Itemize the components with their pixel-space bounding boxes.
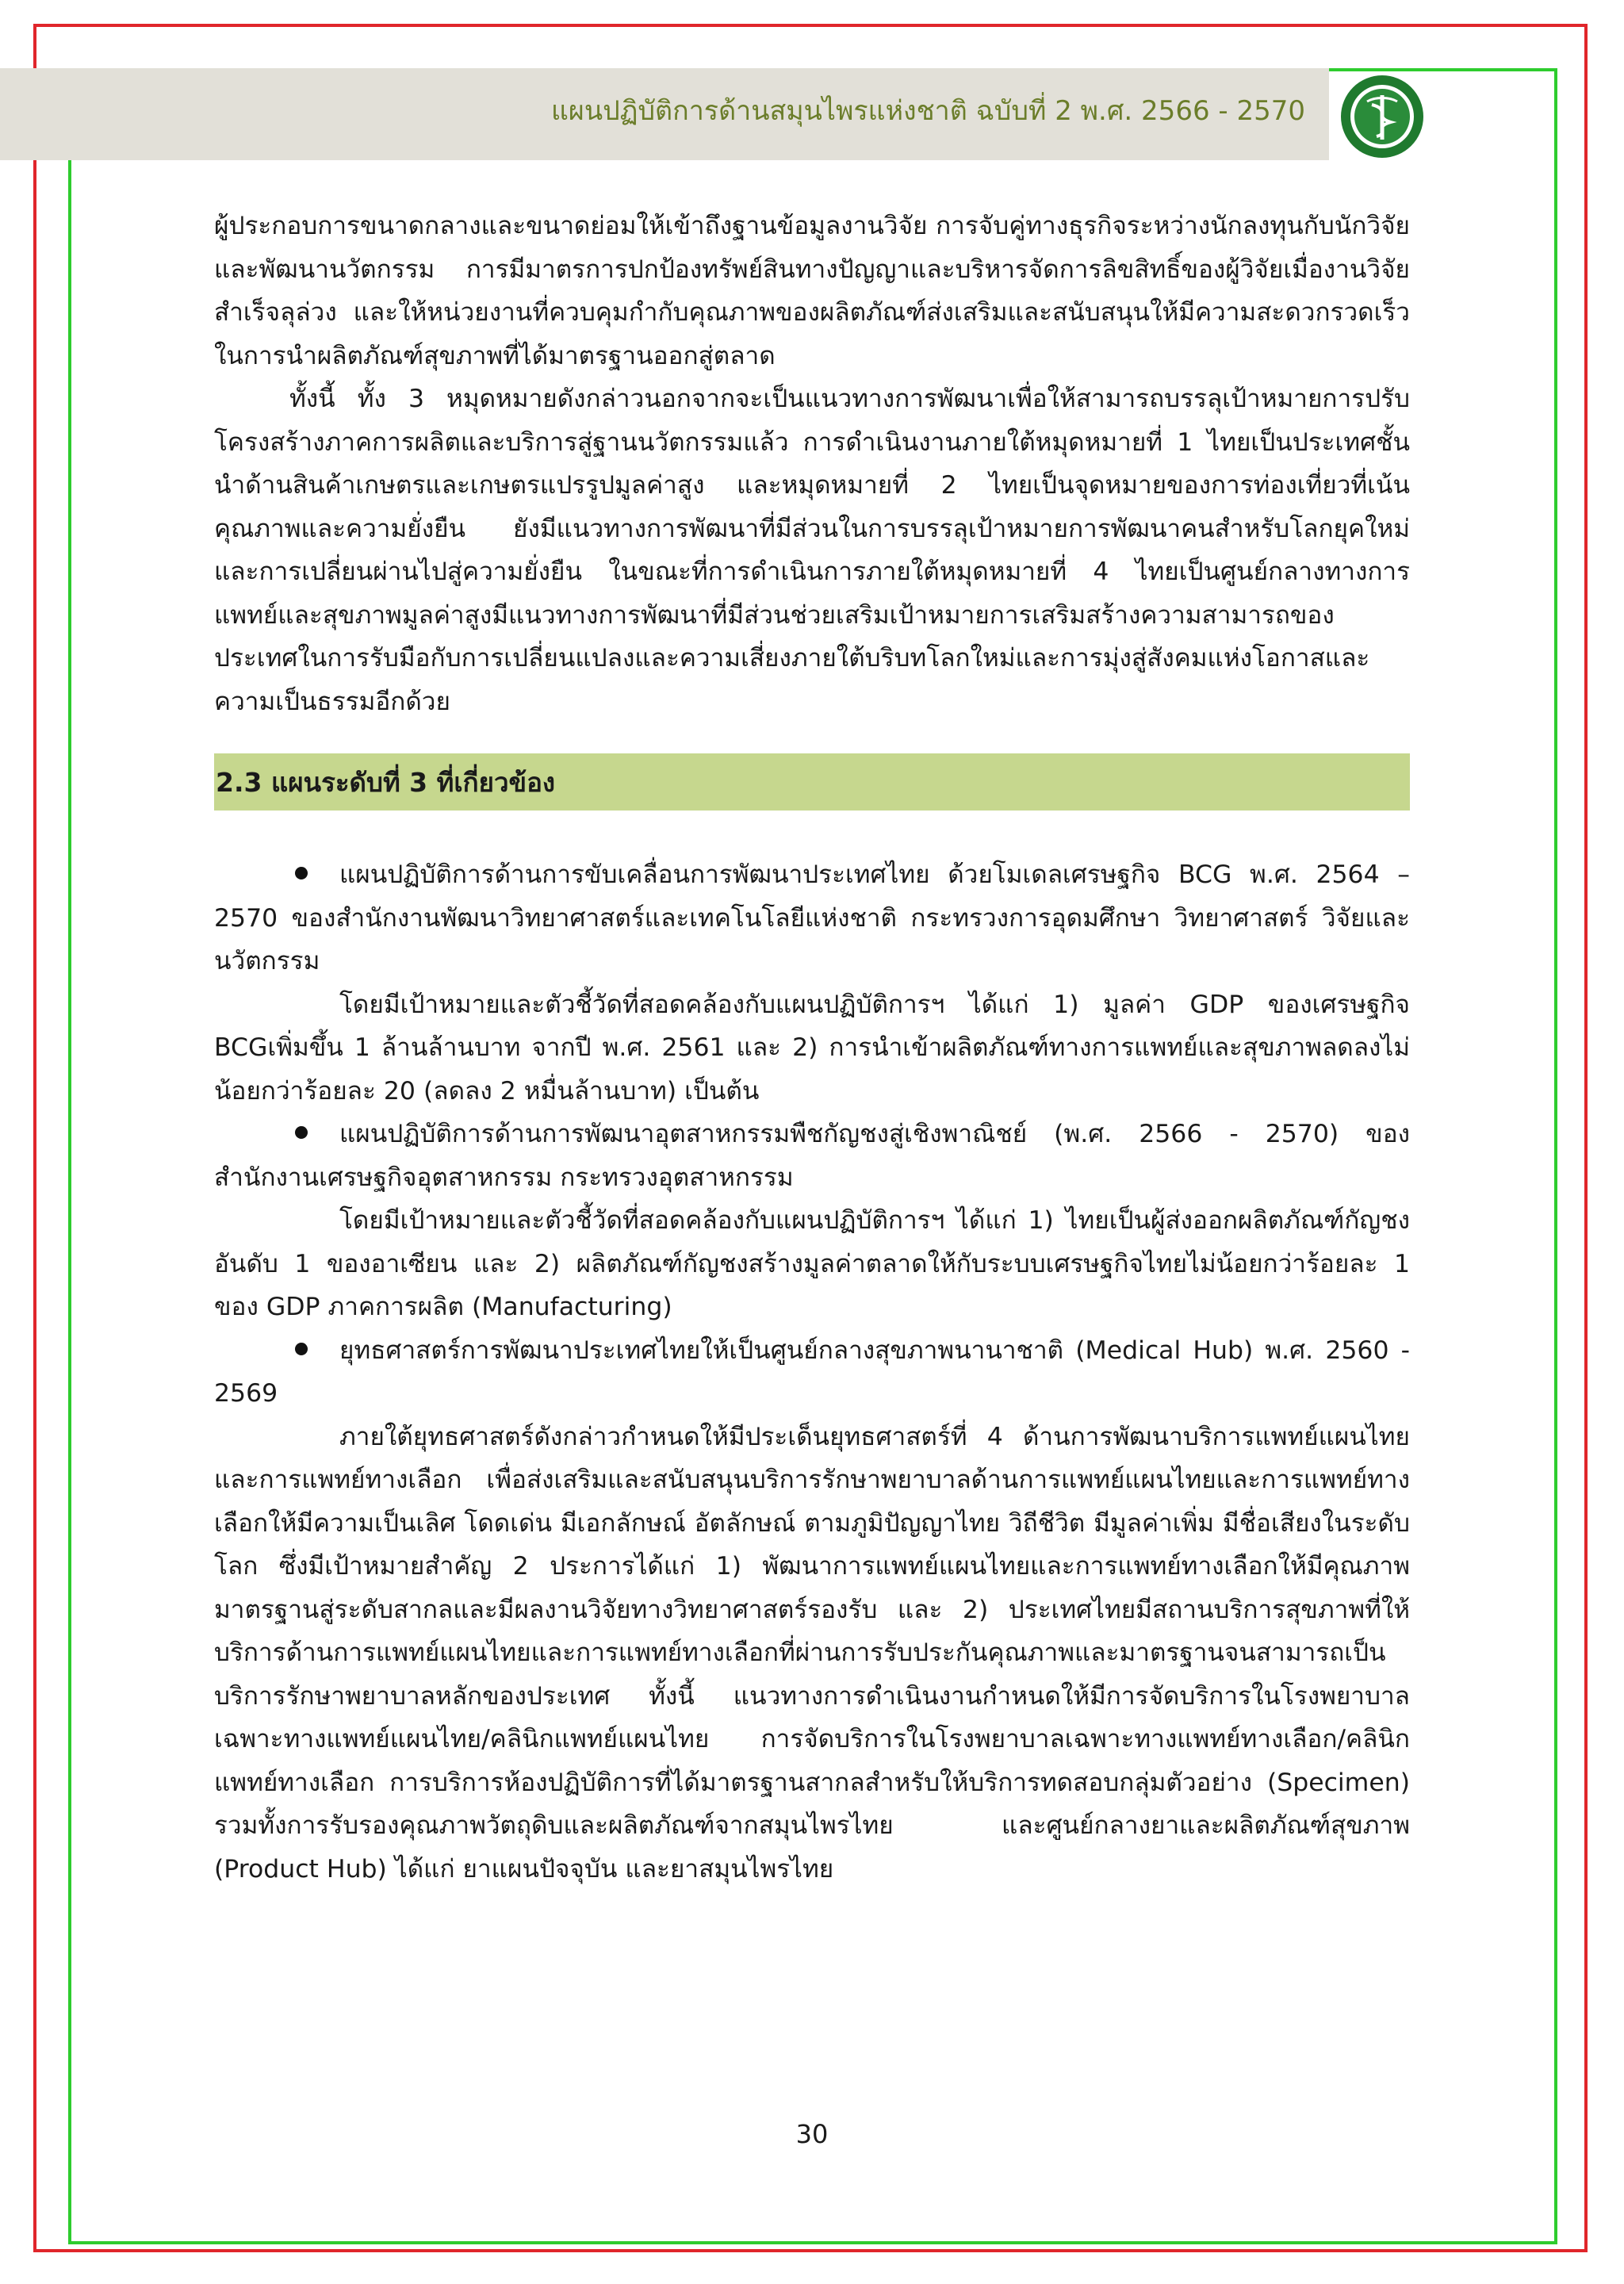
document-header-title: แผนปฏิบัติการด้านสมุนไพรแห่งชาติ ฉบับที่ 2 พ.ศ. 2566 - 2570 — [550, 95, 1305, 127]
page-number: 30 — [795, 2119, 829, 2149]
section-heading: 2.3 แผนระดับที่ 3 ที่เกี่ยวข้อง — [216, 766, 556, 798]
list-item-detail: ภายใต้ยุทธศาสตร์ดังกล่าวกำหนดให้มีประเด็นยุทธศาสตร์ที่ 4 ด้านการพัฒนาบริการแพทย์แผนไทยและการแพทย์ทางเลือก เพื่อส่งเสริมและสนับสนุนบริการรักษาพยาบาลด้านการแพทย์แผนไทยและการแพทย์ทางเลือกให้มีความเป็นเลิศ โดดเด่น มีเอกลักษณ์ อัตลักษณ์ ตามภูมิปัญญาไทย วิถีชีวิต มีมูลค่าเพิ่ม มีชื่อเสียงในระดับโลก ซึ่งมีเป้าหมายสำคัญ 2 ประการได้แก่ 1) พัฒนาการแพทย์แผนไทยและการแพทย์ทางเลือกให้มีคุณภาพมาตรฐานสู่ระดับสากลและมีผลงานวิจัยทางวิทยาศาสตร์รองรับ และ 2) ประเทศไทยมีสถานบริการสุขภาพที่ให้บริการด้านการแพทย์แผนไทยและการแพทย์ทางเลือกที่ผ่านการรับประกันคุณภาพและมาตรฐานจนสามารถเป็นบริการรักษาพยาบาลหลักของประเทศ ทั้งนี้ แนวทางการดำเนินงานกำหนดให้มีการจัดบริการในโรงพยาบาลเฉพาะทางแพทย์แผนไทย/คลินิกแพทย์แผนไทย การจัดบริการในโรงพยาบาลเฉพาะทางแพทย์ทางเลือก/คลินิกแพทย์ทางเลือก การบริการห้องปฏิบัติการที่ได้มาตรฐานสากลสำหรับให้บริการทดสอบกลุ่มตัวอย่าง (Specimen) รวมทั้งการรับรองคุณภาพวัตถุดิบและผลิตภัณฑ์จากสมุนไพรไทย และศูนย์กลางยาและผลิตภัณฑ์สุขภาพ (Product Hub) ได้แก่ ยาแผนปัจจุบัน และยาสมุนไพรไทย — [214, 1422, 1410, 1884]
section-heading-bar — [214, 753, 1410, 811]
list-item-title: แผนปฏิบัติการด้านการพัฒนาอุตสาหกรรมพืชกัญชงสู่เชิงพาณิชย์ (พ.ศ. 2566 - 2570) ของสำนักงานเศรษฐกิจอุตสาหกรรม กระทรวงอุตสาหกรรม — [214, 1120, 1410, 1192]
list-item — [214, 1329, 1410, 1416]
list-item-title: แผนปฏิบัติการด้านการขับเคลื่อนการพัฒนาประเทศไทย ด้วยโมเดลเศรษฐกิจ BCG พ.ศ. 2564 – 2570 ของสำนักงานพัฒนาวิทยาศาสตร์และเทคโนโลยีแห่งชาติ กระทรวงการอุดมศึกษา วิทยาศาสตร์ วิจัยและนวัตกรรม — [214, 860, 1410, 975]
ministry-of-public-health-logo — [1339, 73, 1426, 160]
list-item — [214, 1113, 1410, 1199]
bullet-icon — [295, 1343, 308, 1355]
list-item — [214, 853, 1410, 983]
list-item-detail: โดยมีเป้าหมายและตัวชี้วัดที่สอดคล้องกับแผนปฏิบัติการฯ ได้แก่ 1) ไทยเป็นผู้ส่งออกผลิตภัณฑ์กัญชงอันดับ 1 ของอาเซียน และ 2) ผลิตภัณฑ์กัญชงสร้างมูลค่าตลาดให้กับระบบเศรษฐกิจไทยไม่น้อยกว่าร้อยละ 1 ของ GDP ภาคการผลิต (Manufacturing) — [214, 1206, 1410, 1321]
intro-paragraph: ทั้งนี้ ทั้ง 3 หมุดหมายดังกล่าวนอกจากจะเป็นแนวทางการพัฒนาเพื่อให้สามารถบรรลุเป้าหมายการปรับโครงสร้างภาคการผลิตและบริการสู่ฐานนวัตกรรมแล้ว การดำเนินงานภายใต้หมุดหมายที่ 1 ไทยเป็นประเทศชั้นนำด้านสินค้าเกษตรและเกษตรแปรรูปมูลค่าสูง และหมุดหมายที่ 2 ไทยเป็นจุดหมายของการท่องเที่ยวที่เน้นคุณภาพและความยั่งยืน ยังมีแนวทางการพัฒนาที่มีส่วนในการบรรลุเป้าหมายการพัฒนาคนสำหรับโลกยุคใหม่ และการเปลี่ยนผ่านไปสู่ความยั่งยืน ในขณะที่การดำเนินการภายใต้หมุดหมายที่ 4 ไทยเป็นศูนย์กลางทางการแพทย์และสุขภาพมูลค่าสูงมีแนวทางการพัฒนาที่มีส่วนช่วยเสริมเป้าหมายการเสริมสร้างความสามารถของประเทศในการรับมือกับการเปลี่ยนแปลงและความเสี่ยงภายใต้บริบทโลกใหม่และการมุ่งสู่สังคมแห่งโอกาสและความเป็นธรรมอีกด้วย — [214, 385, 1410, 716]
bullet-icon — [295, 1126, 308, 1139]
document-body — [214, 205, 1410, 1891]
bullet-icon — [295, 867, 308, 879]
list-item-detail: โดยมีเป้าหมายและตัวชี้วัดที่สอดคล้องกับแผนปฏิบัติการฯ ได้แก่ 1) มูลค่า GDP ของเศรษฐกิจ BCGเพิ่มขึ้น 1 ล้านล้านบาท จากปี พ.ศ. 2561 และ 2) การนำเข้าผลิตภัณฑ์ทางการแพทย์และสุขภาพลดลงไม่น้อยกว่าร้อยละ 20 (ลดลง 2 หมื่นล้านบาท) เป็นต้น — [214, 990, 1410, 1106]
list-item-title: ยุทธศาสตร์การพัฒนาประเทศไทยให้เป็นศูนย์กลางสุขภาพนานาชาติ (Medical Hub) พ.ศ. 2560 - 2569 — [214, 1336, 1410, 1408]
intro-continuation-paragraph: ผู้ประกอบการขนาดกลางและขนาดย่อมให้เข้าถึงฐานข้อมูลงานวิจัย การจับคู่ทางธุรกิจระหว่างนักลงทุนกับนักวิจัยและพัฒนานวัตกรรม การมีมาตรการปกป้องทรัพย์สินทางปัญญาและบริหารจัดการลิขสิทธิ์ของผู้วิจัยเมื่องานวิจัยสำเร็จลุล่วง และให้หน่วยงานที่ควบคุมกำกับคุณภาพของผลิตภัณฑ์ส่งเสริมและสนับสนุนให้มีความสะดวกรวดเร็วในการนำผลิตภัณฑ์สุขภาพที่ได้มาตรฐานออกสู่ตลาด — [214, 212, 1410, 370]
